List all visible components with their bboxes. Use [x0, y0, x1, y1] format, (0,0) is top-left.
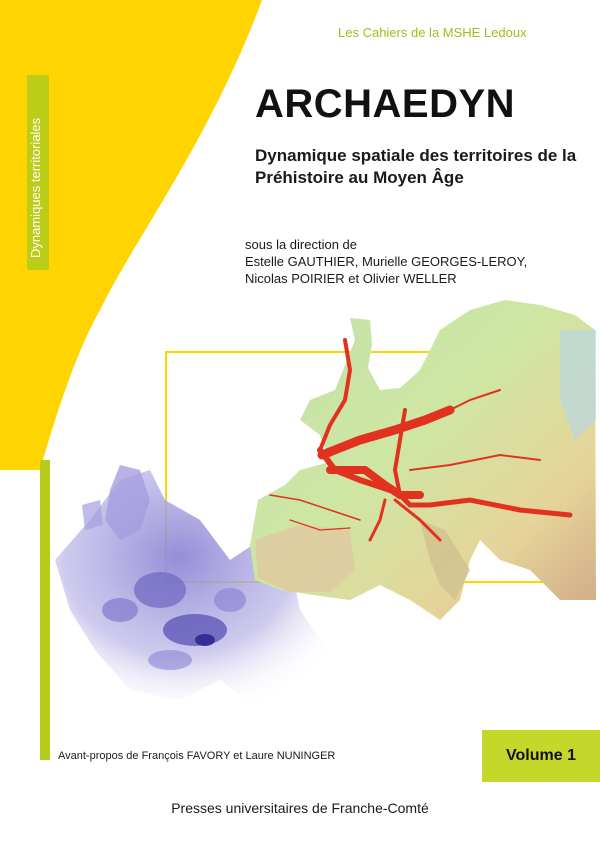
- green-side-bar: [40, 460, 50, 760]
- book-subtitle: Dynamique spatiale des territoires de la Préhistoire au Moyen Âge: [255, 146, 577, 187]
- book-title: ARCHAEDYN: [255, 82, 516, 126]
- volume-badge: Volume 1: [482, 730, 600, 782]
- editors-line-1: Estelle GAUTHIER, Murielle GEORGES-LEROY,: [245, 254, 528, 269]
- editors-block: [245, 236, 585, 287]
- spine-label: Dynamiques territoriales: [28, 117, 43, 258]
- editors-intro: sous la direction de: [245, 237, 358, 252]
- foreword-credit: Avant-propos de François FAVORY et Laure NUNINGER: [58, 750, 336, 762]
- editors-line-2: Nicolas POIRIER et Olivier WELLER: [245, 271, 457, 286]
- terrain-map: [250, 300, 596, 620]
- series-name: Les Cahiers de la MSHE Ledoux: [338, 25, 527, 40]
- publisher-name: Presses universitaires de Franche-Comté: [171, 800, 429, 816]
